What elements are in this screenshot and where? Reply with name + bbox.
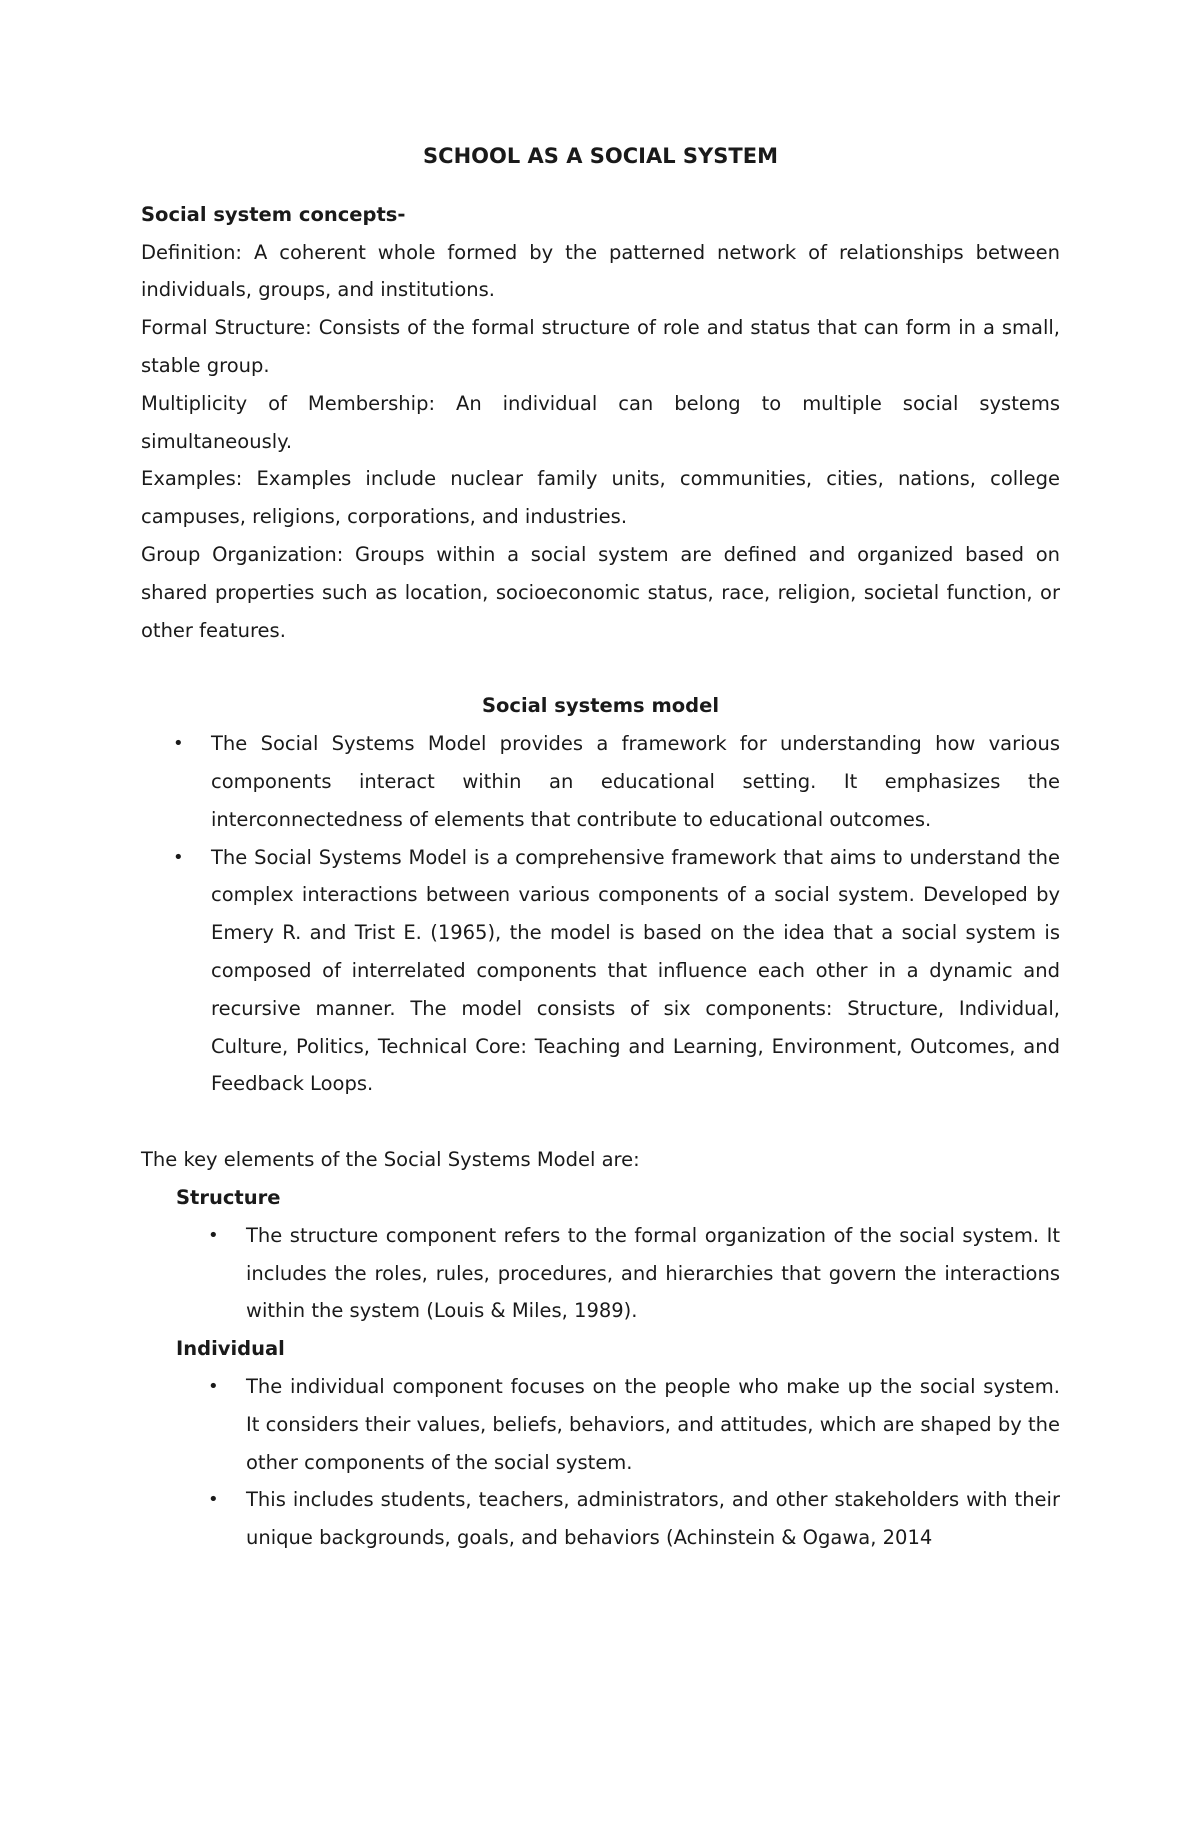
individual-bullet-list bbox=[176, 1368, 1060, 1557]
model-heading: Social systems model bbox=[481, 694, 720, 718]
structure-bullet-list bbox=[176, 1217, 1060, 1330]
bullet-icon: • bbox=[173, 733, 184, 755]
list-item bbox=[208, 1368, 1060, 1481]
bullet-icon: • bbox=[208, 1489, 219, 1511]
list-item bbox=[173, 839, 1060, 1104]
document-page bbox=[141, 138, 1060, 1557]
list-item bbox=[173, 725, 1060, 838]
bullet-icon: • bbox=[208, 1375, 219, 1397]
individual-heading: Individual bbox=[176, 1337, 285, 1361]
concepts-heading: Social system concepts- bbox=[141, 202, 406, 226]
bullet-icon: • bbox=[208, 1224, 219, 1246]
model-bullet-list bbox=[141, 725, 1060, 1103]
structure-section bbox=[141, 1179, 1060, 1330]
document-title: SCHOOL AS A SOCIAL SYSTEM bbox=[423, 144, 778, 168]
list-item-text: The structure component refers to the formal organization of the social system. It includes the roles, rules, procedures, and hierarchies that govern the interactions within the system (Louis & Miles, 1989). bbox=[246, 1223, 1060, 1323]
concept-formal-structure: Formal Structure: Consists of the formal structure of role and status that can form in a small, stable group. bbox=[141, 316, 1060, 377]
concept-multiplicity: Multiplicity of Membership: An individual can belong to multiple social systems simultaneously. bbox=[141, 391, 1060, 453]
individual-section bbox=[141, 1330, 1060, 1557]
list-item-text: This includes students, teachers, administrators, and other stakeholders with their unique backgrounds, goals, and behaviors (Achinstein & Ogawa, 2014 bbox=[246, 1488, 1060, 1550]
key-elements-intro: The key elements of the Social Systems Model are: bbox=[141, 1148, 640, 1172]
list-item-text: The Social Systems Model provides a framework for understanding how various components interact within an educational setting. It emphasizes the interconnectedness of elements that contribute to educational outcomes. bbox=[211, 732, 1060, 831]
list-item-text: The Social Systems Model is a comprehensive framework that aims to understand the complex interactions between various components of a social system. Developed by Emery R. and Trist E. (1965), the model is based on the idea that a social system is composed of interrelated components that influence each other in a dynamic and recursive manner. The model consists of six components: Structure, Individual, Culture, Politics, Technical Core: Teaching and Learning, Environment, Outcomes, and Feedback Loops. bbox=[211, 845, 1060, 1096]
list-item bbox=[208, 1481, 1060, 1557]
concept-definition: Definition: A coherent whole formed by the patterned network of relationships between individuals, groups, and institutions. bbox=[141, 240, 1060, 302]
concept-examples: Examples: Examples include nuclear family units, communities, cities, nations, college campuses, religions, corporations, and industries. bbox=[141, 467, 1060, 529]
structure-heading: Structure bbox=[176, 1185, 281, 1209]
bullet-icon: • bbox=[173, 846, 184, 868]
concept-group-organization: Group Organization: Groups within a social system are defined and organized based on shared properties such as location, socioeconomic status, race, religion, societal function, or other features. bbox=[141, 542, 1060, 642]
list-item-text: The individual component focuses on the people who make up the social system. It considers their values, beliefs, behaviors, and attitudes, which are shaped by the other components of the social system. bbox=[246, 1374, 1060, 1474]
list-item bbox=[208, 1217, 1060, 1330]
